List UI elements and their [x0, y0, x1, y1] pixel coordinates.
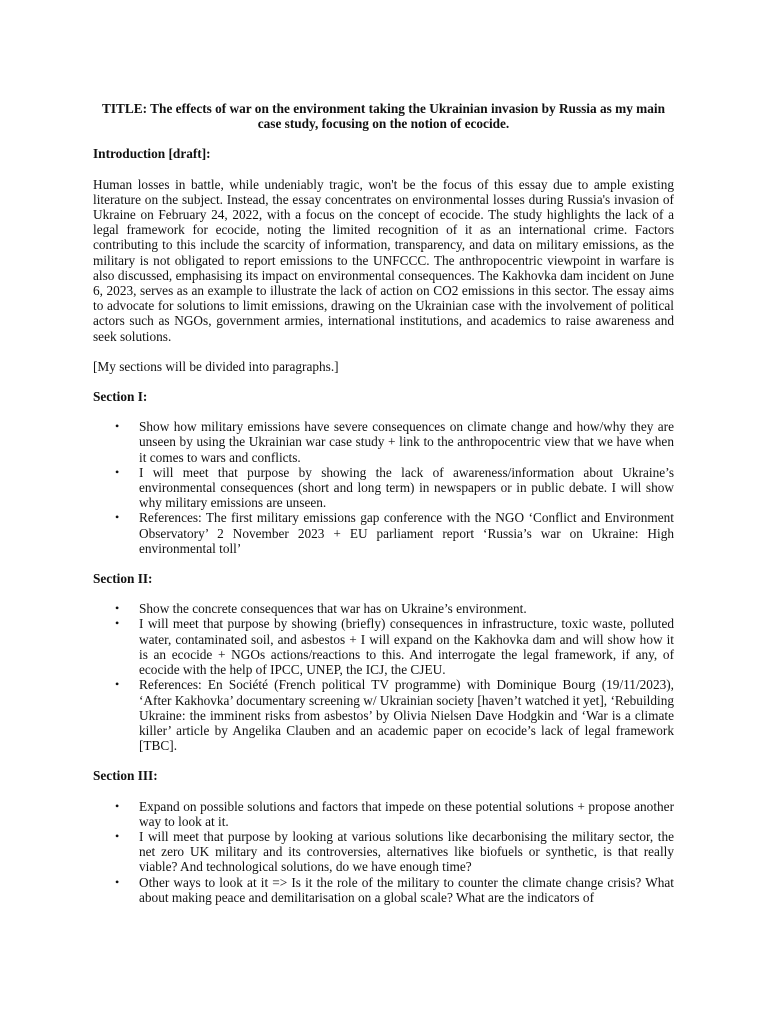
section-1-heading: Section I:	[93, 389, 148, 405]
sections-note: [My sections will be divided into paragraphs.]	[93, 358, 339, 374]
list-item	[93, 616, 674, 677]
document-page	[93, 101, 674, 920]
bullet-icon: •	[115, 510, 120, 525]
bullet-icon: •	[115, 828, 120, 843]
list-item-text: I will meet that purpose by showing (briefly) consequences in infrastructure, toxic waste, polluted water, contaminated soil, and asbestos + I will expand on the Kakhovka dam and will show how it is an ecocide + NGOs actions/reactions to this. And interrogate the legal framework, if any, of ecocide with the help of IPCC, UNEP, the ICJ, the CJEU.	[139, 616, 674, 678]
list-item	[93, 799, 674, 829]
bullet-icon: •	[115, 874, 120, 889]
document-title: TITLE: The effects of war on the environment taking the Ukrainian invasion by Russia as my main case study, focusing on the notion of ecocide.	[102, 101, 665, 132]
list-item-text: Expand on possible solutions and factors that impede on these potential solutions + propose another way to look at it.	[139, 798, 674, 829]
list-item-text: I will meet that purpose by showing the lack of awareness/information about Ukraine’s environmental consequences (short and long term) in newspapers or in public debate. I will show why military emissions are unseen.	[139, 464, 674, 511]
bullet-icon: •	[115, 601, 120, 616]
section-2-heading: Section II:	[93, 571, 153, 587]
list-item	[93, 677, 674, 753]
section-2-list	[93, 601, 674, 753]
introduction-heading: Introduction [draft]:	[93, 146, 211, 162]
bullet-icon: •	[115, 798, 120, 813]
bullet-icon: •	[115, 464, 120, 479]
bullet-icon: •	[115, 616, 120, 631]
section-3-list	[93, 799, 674, 905]
list-item-text: Show how military emissions have severe consequences on climate change and how/why they are unseen by using the Ukrainian war case study + link to the anthropocentric view that we have when it comes to wars and conflicts.	[139, 419, 674, 465]
list-item-text: References: En Société (French political TV programme) with Dominique Bourg (19/11/2023), ‘After Kakhovka’ documentary screening w/ Ukrainian society [haven’t watched it yet], ‘Rebuilding Ukraine: the imminent risks from asbestos’ by Olivia Nielsen Dave Hodgkin and ‘War is a climate killer’ article by Angelika Clauben and an academic paper on ecocide’s lack of legal framework [TBC].	[139, 677, 674, 754]
list-item	[93, 601, 674, 616]
list-item	[93, 510, 674, 556]
bullet-icon: •	[115, 419, 120, 434]
list-item-text: Show the concrete consequences that war has on Ukraine’s environment.	[139, 601, 527, 617]
list-item	[93, 465, 674, 511]
bullet-icon: •	[115, 677, 120, 692]
list-item-text: References: The first military emissions gap conference with the NGO ‘Conflict and Environment Observatory’ 2 November 2023 + EU parliament report ‘Russia’s war on Ukraine: High environmental toll’	[139, 510, 674, 556]
introduction-paragraph: Human losses in battle, while undeniably tragic, won't be the focus of this essay due to ample existing literature on the subject. Instead, the essay concentrates on environmental losses during Russia's invasion of Ukraine on February 24, 2022, with a focus on the concept of ecocide. The study highlights the lack of a legal framework for ecocide, noting the limited recognition of it as an international crime. Factors contributing to this include the scarcity of information, transparency, and data on military emissions, as the military is not obligated to report emissions to the UNFCCC. The anthropocentric viewpoint in warfare is also discussed, emphasising its impact on environmental consequences. The Kakhovka dam incident on June 6, 2023, serves as an example to illustrate the lack of action on CO2 emissions in this sector. The essay aims to advocate for solutions to limit emissions, drawing on the Ukrainian case with the involvement of political actors such as NGOs, government armies, international institutions, and academics to raise awareness and seek solutions.	[93, 176, 674, 344]
section-3-heading: Section III:	[93, 768, 158, 784]
list-item	[93, 875, 674, 905]
list-item	[93, 419, 674, 465]
list-item-text: I will meet that purpose by looking at various solutions like decarbonising the military sector, the net zero UK military and its controversies, alternatives like biofuels or synthetic, is that really viable? And technological solutions, do we have enough time?	[139, 828, 674, 875]
list-item-text: Other ways to look at it => Is it the role of the military to counter the climate change crisis? What about making peace and demilitarisation on a global scale? What are the indicators of	[139, 874, 674, 905]
section-1-list	[93, 419, 674, 556]
list-item	[93, 829, 674, 875]
